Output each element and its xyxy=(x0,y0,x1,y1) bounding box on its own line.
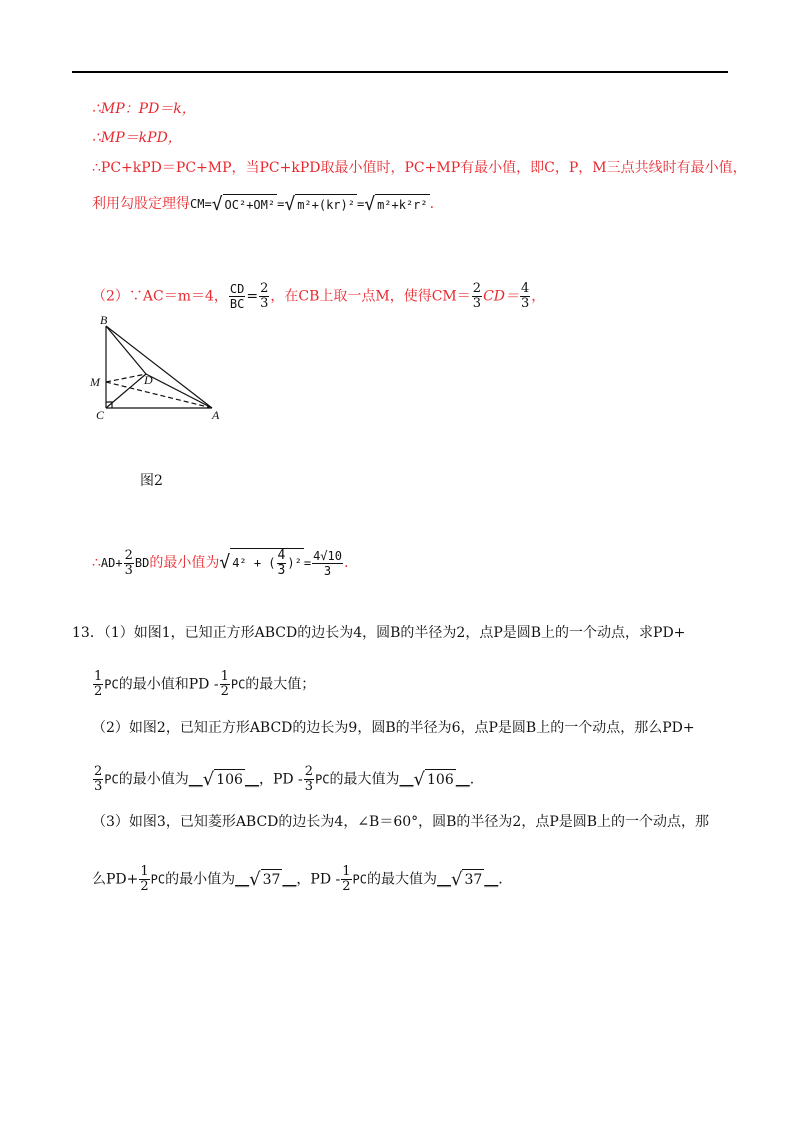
frac-den: 3 xyxy=(304,779,314,794)
solution-line-1: ∴MP：PD＝k， xyxy=(92,101,196,117)
p3-end: . xyxy=(498,871,503,888)
sqrt-b: )² xyxy=(287,556,302,570)
result-text: 的最小值为 xyxy=(149,555,220,571)
sqrt-frac xyxy=(277,549,287,578)
therefore: ∴ xyxy=(92,555,101,571)
sqrt-2-body: m²+(kr)² xyxy=(295,194,357,215)
sqrt-1: √ OC²+OM² xyxy=(211,193,276,215)
frac-2-3-result xyxy=(124,549,134,578)
ans-sqrt: √ 37 xyxy=(450,868,483,890)
frac-num: 2 xyxy=(94,764,103,779)
part2-prefix: （2）∵AC＝m＝4， xyxy=(92,288,228,305)
solution-line-4 xyxy=(92,194,434,215)
result-frac xyxy=(312,549,343,578)
frac-num: 4 xyxy=(521,281,530,296)
frac-1-2b xyxy=(220,670,230,699)
frac-num: 2 xyxy=(472,281,482,296)
answer-blank-4: __√ 37 __ xyxy=(436,868,499,890)
frac-den: 2 xyxy=(342,879,351,894)
header-rule xyxy=(72,71,728,73)
q13-part1-line1: 13．（1）如图1，已知正方形ABCD的边长为4，圆B的半径为2，点P是圆B上的一个动点，求PD+ xyxy=(72,625,686,641)
frac-den: 3 xyxy=(124,562,133,578)
pythagoras-text: 利用勾股定理得 xyxy=(92,196,190,212)
p1-mid: 的最小值和PD - xyxy=(118,676,219,693)
frac-den: 3 xyxy=(521,296,530,311)
frac-cd-bc xyxy=(229,282,245,311)
frac-den: 3 xyxy=(94,779,103,794)
q13-part2-line2 xyxy=(92,765,474,794)
result-sqrt: √ 4² + ( $\frac{4}{3}$ )² xyxy=(219,548,302,578)
result-sqrt-body xyxy=(230,548,304,578)
frac-num: 2 xyxy=(124,547,133,563)
cm-eq: CM= xyxy=(190,197,212,211)
frac-num: 1 xyxy=(140,864,149,879)
eq-2: = xyxy=(277,197,285,211)
frac-den: 2 xyxy=(140,879,149,894)
frac-1-2-q3 xyxy=(139,865,149,894)
frac-num: 1 xyxy=(94,669,103,684)
frac-2-3 xyxy=(259,282,269,311)
label-c: C xyxy=(96,408,105,422)
ans-sqrt: √ 106 xyxy=(413,768,454,790)
p3-mid1: 的最小值为 xyxy=(165,871,236,888)
figure-2 xyxy=(86,312,236,427)
result-eq: = xyxy=(303,556,312,570)
p3-pre: 么PD+ xyxy=(92,871,139,888)
ans-body: 37 xyxy=(261,869,283,890)
label-d: D xyxy=(144,373,153,387)
ans-body: 106 xyxy=(214,769,245,790)
sqrt-3-body: m²+k²r² xyxy=(375,194,430,215)
frac-num: 2 xyxy=(260,281,269,296)
figure-2-caption: 图2 xyxy=(140,473,163,489)
frac-2-3-q2 xyxy=(304,765,314,794)
q13-part1-line2 xyxy=(92,670,315,699)
p2-mid2: ，PD - xyxy=(258,771,303,788)
frac-1-2-q3b xyxy=(341,865,351,894)
segment-md xyxy=(106,374,146,382)
line4-end: . xyxy=(429,196,435,212)
answer-blank-3: __√ 37 __ xyxy=(235,868,297,890)
p2-mid1: 的最小值为 xyxy=(118,771,189,788)
frac-den: 2 xyxy=(94,684,103,699)
pc: PC xyxy=(150,872,166,887)
frac-den: 3 xyxy=(312,563,343,578)
frac-den: 2 xyxy=(220,684,229,699)
part2-end: ， xyxy=(531,288,546,305)
q13-part3-line1: （3）如图3，已知菱形ABCD的边长为4，∠B＝60°，圆B的半径为2，点P是圆B上的一个动点，那 xyxy=(92,814,710,830)
answer-blank-1: __√ 106 __ xyxy=(188,768,259,790)
label-b: B xyxy=(100,313,108,327)
p1-end: 的最大值； xyxy=(245,676,316,693)
label-a: A xyxy=(212,408,220,422)
frac-2-3b xyxy=(472,282,482,311)
frac-den: BC xyxy=(229,297,245,311)
q13-part3-line2 xyxy=(92,865,503,894)
solution-line-2: ∴MP＝kPD， xyxy=(92,130,182,146)
frac-4-3 xyxy=(520,282,530,311)
frac-num: CD xyxy=(229,282,245,296)
frac-num: 2 xyxy=(304,764,314,779)
bd-text: BD xyxy=(134,556,150,570)
q13-part2-line1: （2）如图2，已知正方形ABCD的边长为9，圆B的半径为6，点P是圆B上的一个动点，那么PD+ xyxy=(92,720,695,736)
pc: PC xyxy=(315,772,330,787)
ans-sqrt: √ 106 xyxy=(202,768,243,790)
sqrt-2: √ m²+(kr)² xyxy=(284,193,355,215)
sqrt-a: 4² + ( xyxy=(232,556,276,570)
solution-line-3: ∴PC+kPD＝PC+MP，当PC+kPD取最小值时，PC+MP有最小值，即C，P，M三点共线时有最小值， xyxy=(92,160,747,176)
edge-ba xyxy=(106,326,212,408)
frac-den: 3 xyxy=(472,296,482,311)
p2-mid3: 的最大值为 xyxy=(329,771,400,788)
segment-da xyxy=(146,374,212,408)
sqrt-3: √ m²+k²r² xyxy=(364,193,428,215)
ans-body: 37 xyxy=(462,869,484,890)
frac-num: 1 xyxy=(342,864,351,879)
frac-num: 4 xyxy=(277,548,286,563)
p2-end: . xyxy=(469,771,475,788)
sqrt-1-body: OC²+OM² xyxy=(223,194,278,215)
pc: PC xyxy=(104,772,119,787)
answer-blank-2: __√ 106 __ xyxy=(399,768,470,790)
ans-body: 106 xyxy=(425,769,456,790)
pc: PC xyxy=(230,677,246,692)
cm-formula xyxy=(190,193,430,215)
pc: PC xyxy=(352,872,367,887)
ad-text: AD+ xyxy=(100,556,123,570)
label-m: M xyxy=(90,375,100,389)
cd-text: CD＝ xyxy=(483,288,519,305)
ans-sqrt: √ 37 xyxy=(249,868,281,890)
segment-bd xyxy=(106,326,146,374)
p3-mid3: 的最大值为 xyxy=(366,871,437,888)
result-end: . xyxy=(343,555,349,571)
frac-num: 1 xyxy=(220,669,229,684)
p3-mid2: ，PD - xyxy=(296,871,341,888)
frac-num: 4√10 xyxy=(313,548,342,563)
eq: = xyxy=(246,288,259,305)
part2-middle: ，在CB上取一点M，使得CM＝ xyxy=(270,288,471,305)
result-line xyxy=(92,548,348,578)
frac-1-2 xyxy=(93,670,103,699)
frac-den: 3 xyxy=(277,563,286,578)
part2-line xyxy=(92,282,545,311)
pc: PC xyxy=(104,677,119,692)
frac-den: 3 xyxy=(260,296,269,311)
frac-2-3-q xyxy=(93,765,103,794)
eq-3: = xyxy=(356,197,365,211)
